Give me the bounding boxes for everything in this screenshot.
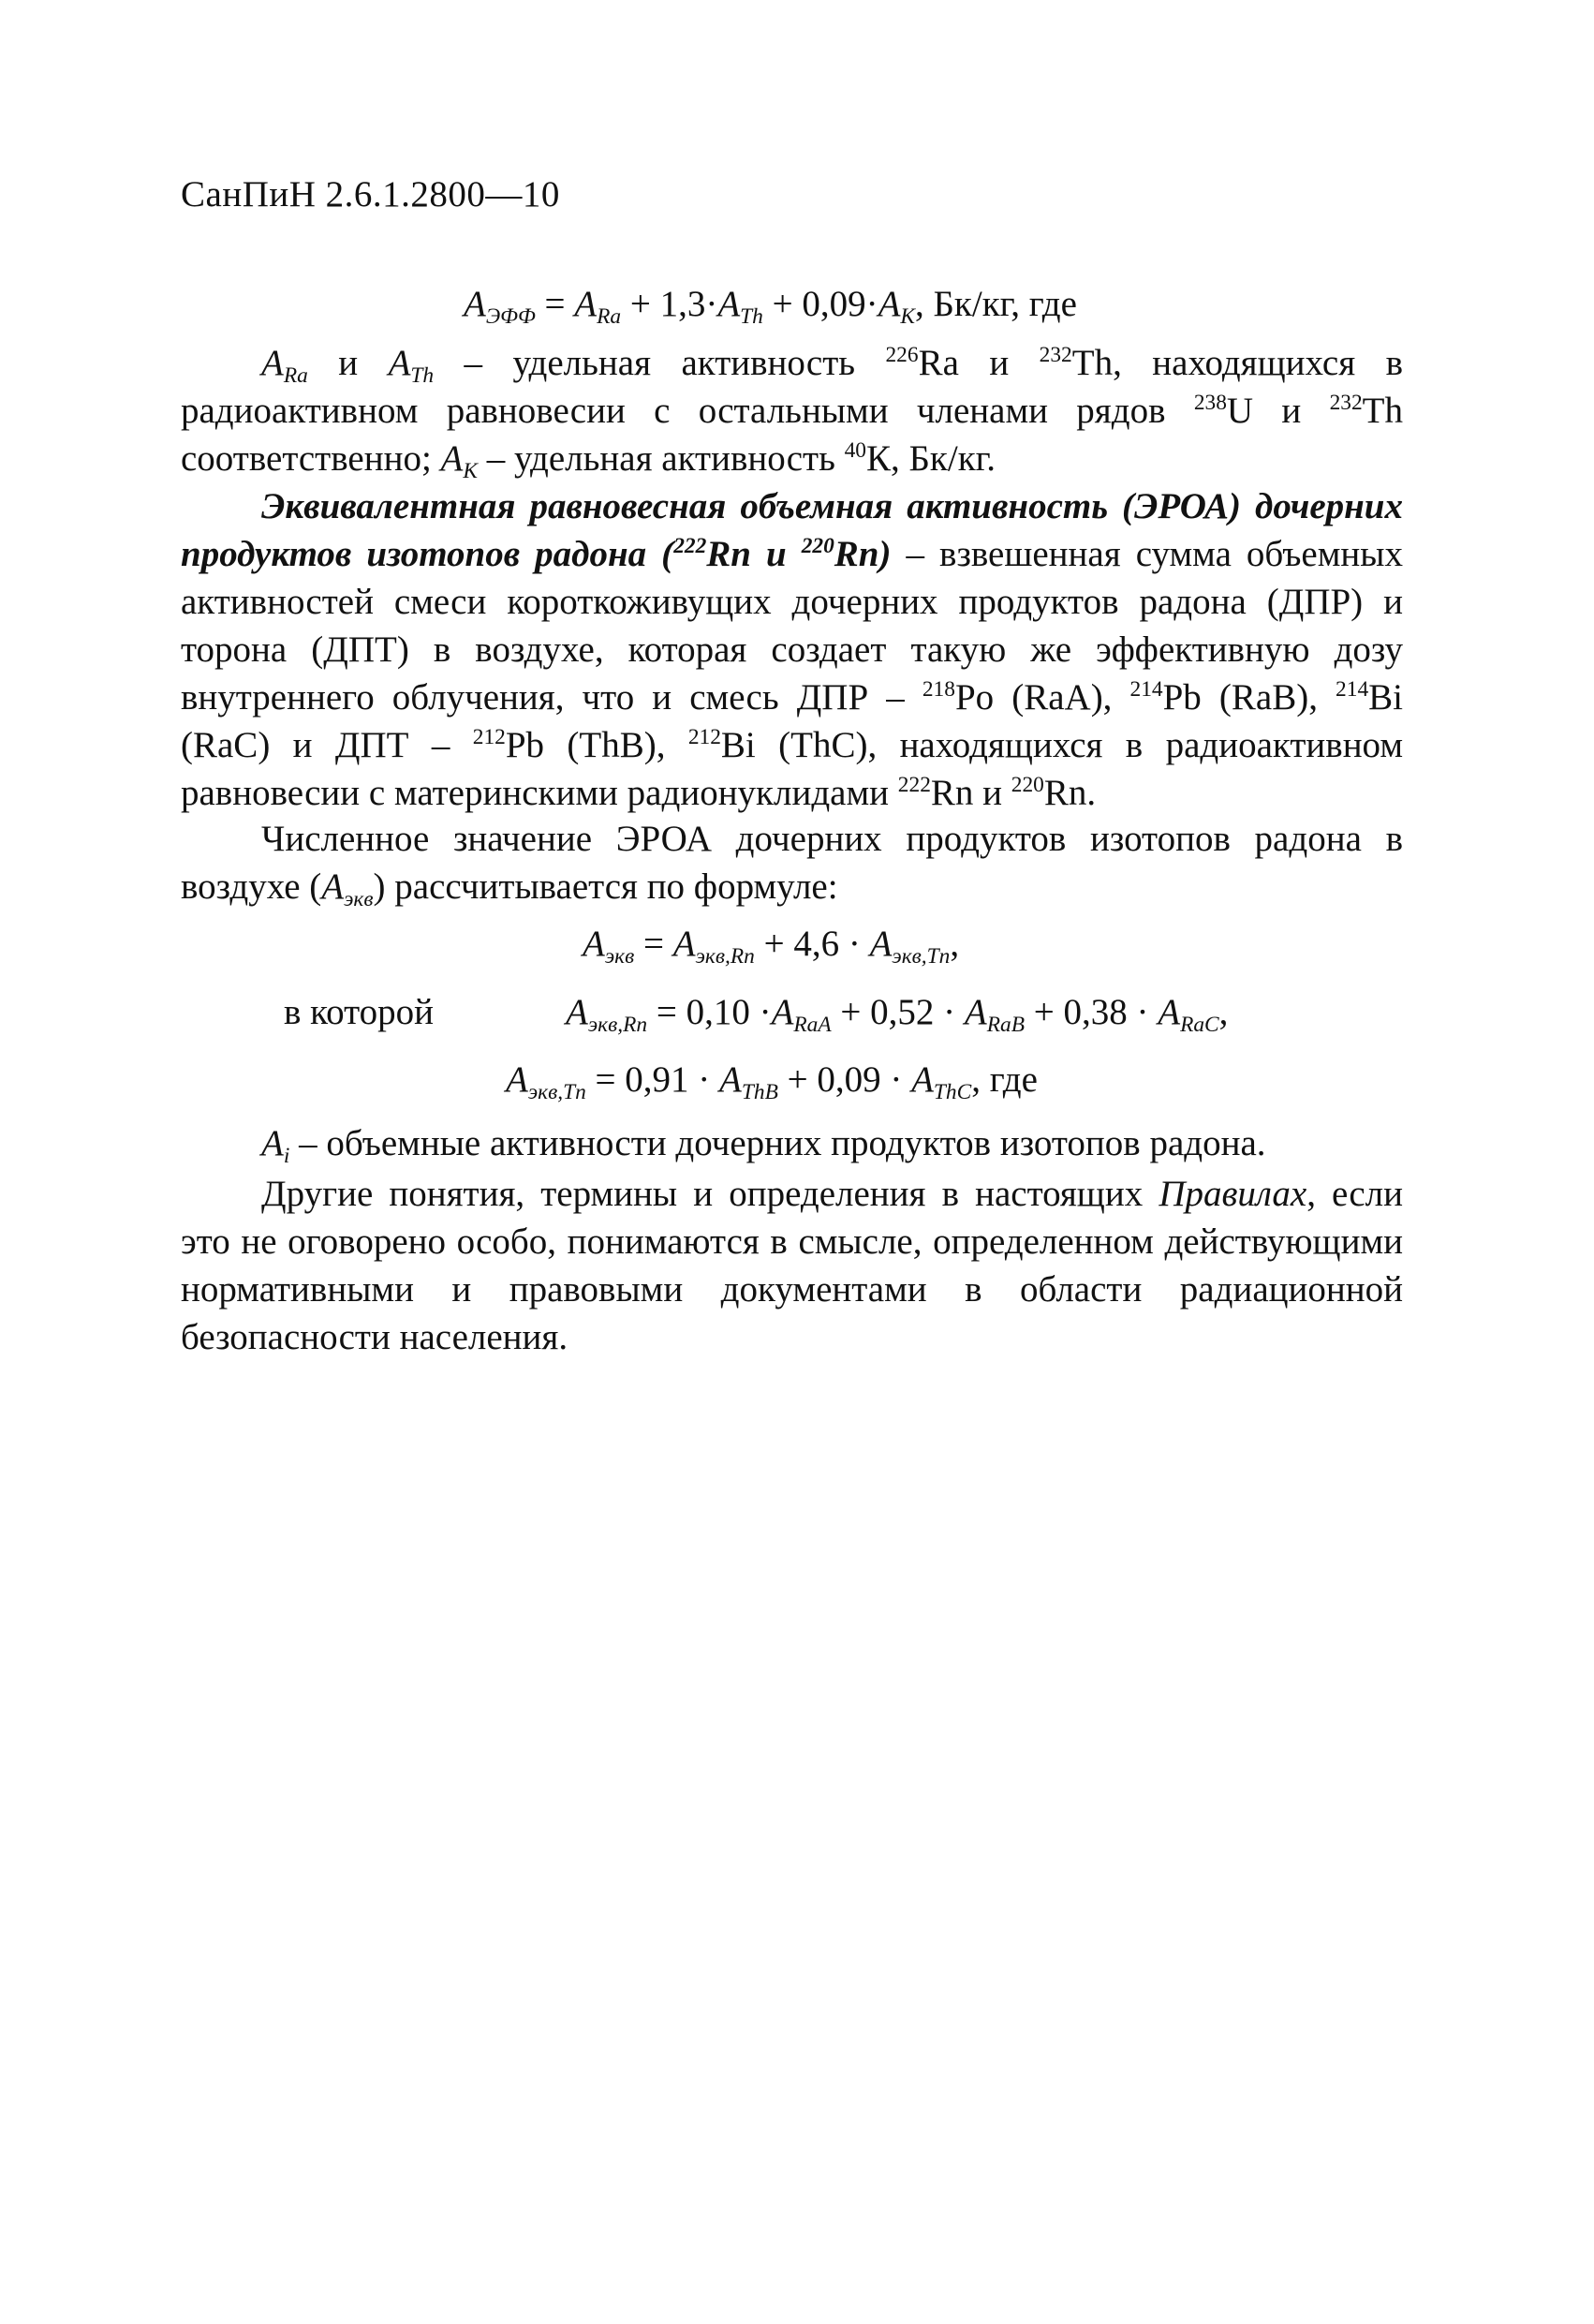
formula-label-in-which: в которой: [284, 992, 435, 1032]
definitions-paragraph: $A_{Ra}$ и $A_{Th}$ – удельная активность $^{226}$Ra и $^{232}$Th, находящихся в радиоактивном равновесии с остальными членами рядов $^{238}$U и $^{232}$Th соответственно; $A_K$ – удельная активность $^{40}$К, Бк/кг.: [181, 342, 1403, 484]
eroa-term: Эквивалентная равновесная объемная активность (ЭРОА) дочерних продуктов изотопов радона ($^{222}$Rn и $^{220}$Rn): [181, 486, 1403, 574]
formula-eroa-radon: $A_{экв,Rn} = 0,10 \cdot A_{RaA} + 0,52 \cdot A_{RaB} + 0,38 \cdot A_{RaC}$,: [566, 992, 1229, 1038]
formula-effective-activity: $A_{ЭФФ} = A_{Ra} + 1,3\cdot A_{Th} + 0,09\cdot A_K$, Бк/кг, где: [464, 284, 1077, 330]
ai-definition-paragraph: $A_i$ – объемные активности дочерних продуктов изотопов радона.: [261, 1123, 1266, 1169]
closing-paragraph: Другие понятия, термины и определения в настоящих Правилах, если это не оговорено особо, понимаются в смысле, определенном действующими нормативными и правовыми документами в области радиационной безопасности населения.: [181, 1174, 1403, 1357]
document-header: [181, 173, 560, 215]
document-id: СанПиН 2.6.1.2800—10: [181, 174, 560, 215]
formula-eroa-total: $A_{экв} = A_{экв,Rn} + 4,6 \cdot A_{экв,Tn}$,: [583, 924, 960, 970]
eroa-definition-paragraph: Эквивалентная равновесная объемная активность (ЭРОА) дочерних продуктов изотопов радона ($^{222}$Rn и $^{220}$Rn) – взвешенная сумма объемных активностей смеси короткоживущих дочерних продуктов радона (ДПР) и торона (ДПТ) в воздухе, которая создает такую же эффективную дозу внутреннего облучения, что и смесь ДПР – $^{218}$Po (RaA), $^{214}$Pb (RaB), $^{214}$Bi (RaC) и ДПТ – $^{212}$Pb (ThB), $^{212}$Bi (ThC), находящихся в радиоактивном равновесии с материнскими радионуклидами $^{222}$Rn и $^{220}$Rn.: [181, 486, 1403, 813]
eroa-calc-paragraph: Численное значение ЭРОА дочерних продуктов изотопов радона в воздухе $(A_{экв})$ рассчитывается по формуле:: [181, 819, 1403, 912]
formula-eroa-thoron: $A_{экв,Tn} = 0,91 \cdot A_{ThB} + 0,09 \cdot A_{ThC}$, где: [506, 1059, 1038, 1105]
